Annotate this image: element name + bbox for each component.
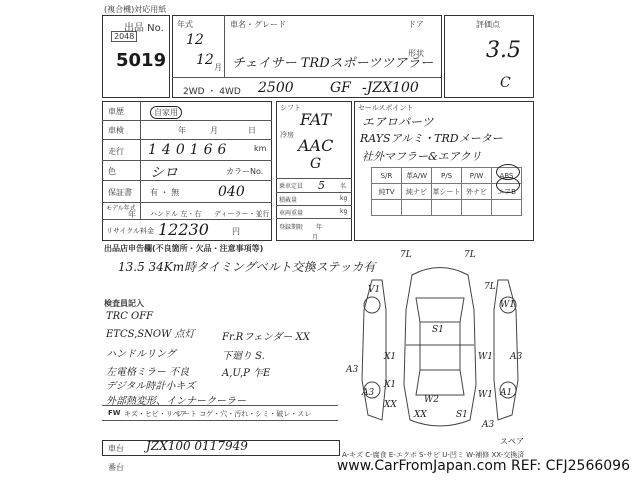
model-year-label: 年 xyxy=(128,210,136,219)
option-cell: P/W xyxy=(462,168,492,184)
engine-label: 番台 xyxy=(108,463,124,472)
load-label: 積載量 xyxy=(279,197,298,204)
inspector-line-5: デジタル時計小キズ xyxy=(106,381,196,392)
option-cell: P/S xyxy=(432,168,462,184)
damage-mark: 7L xyxy=(464,250,476,260)
damage-mark: 7L xyxy=(484,282,496,292)
damage-mark: A3 xyxy=(482,420,495,430)
year-value: 12 xyxy=(186,32,204,48)
lot-label: 出品 No. xyxy=(124,23,164,34)
inspection-label: 車検 xyxy=(108,126,124,135)
recycle-unit: 円 xyxy=(232,227,240,236)
chassis-label: 車台 xyxy=(108,444,124,453)
damage-mark: A3 xyxy=(346,365,359,375)
inspection-year: 年 xyxy=(178,126,186,135)
sales-title: セールスポイント xyxy=(358,104,414,112)
option-cell: 革シート xyxy=(432,184,462,200)
damage-mark: XX xyxy=(384,400,397,410)
damage-legend: A-キズ C-腐食 E-エクボ S-サビ U-凹ミ W-補修 XX-交換済 xyxy=(342,451,525,459)
damage-mark: W1 xyxy=(500,300,515,310)
option-cell xyxy=(432,200,462,216)
option-cell: 外ナビ xyxy=(462,184,492,200)
car-damage-diagram xyxy=(342,250,538,440)
inspector-right-3: A,U,P 乍E xyxy=(222,368,271,379)
damage-mark: A3 xyxy=(510,352,523,362)
weight-label: 車両重量 xyxy=(279,210,304,217)
drive-label: 2WD ・ 4WD xyxy=(183,87,241,97)
inspection-day: 日 xyxy=(248,126,256,135)
door-label: ドア xyxy=(408,20,424,29)
vehicle-name: チェイサー TRDスポーツツアラー xyxy=(232,56,434,71)
recycle-label: リサイクル料金 xyxy=(106,227,155,235)
grade-score: 3.5 xyxy=(486,38,521,63)
option-cell: 純ナビ xyxy=(402,184,432,200)
damage-mark: 7L xyxy=(400,250,412,260)
capacity-value: 5 xyxy=(318,179,325,192)
seat-value: G xyxy=(310,156,322,172)
color-label: 色 xyxy=(108,167,116,176)
shape-label: 形状 xyxy=(408,49,424,58)
notes-text: 13.5 34Km時タイミングベルト交換ステッカ有 xyxy=(118,260,376,274)
damage-mark: X1 xyxy=(384,380,397,390)
damage-mark: S1 xyxy=(432,325,444,335)
option-cell xyxy=(462,200,492,216)
month-label: 月 xyxy=(214,63,222,72)
model-label: モデル年式 xyxy=(106,205,136,212)
model-code: -JZX100 xyxy=(362,80,419,96)
warranty-label: 保証書 xyxy=(108,188,132,197)
notes-title: 出品店申告欄(不良箇所・欠品・注意事項等) xyxy=(104,244,264,253)
spare-label: スペア xyxy=(500,437,524,446)
lot-small-number: 2048 xyxy=(111,31,137,42)
inspector-line-4: 左電格ミラー 不良 xyxy=(106,367,190,378)
displacement: 2500 xyxy=(258,80,294,96)
registration-value: 自家用 xyxy=(150,106,182,119)
damage-mark: XX xyxy=(414,410,427,420)
shift-label: シフト xyxy=(280,104,301,112)
weight-unit: kg xyxy=(340,208,348,215)
period-label: 登録期限 xyxy=(279,224,304,231)
form-top-text: (複合機)対応用紙 xyxy=(104,5,167,14)
ac-label: 冷房 xyxy=(280,131,294,139)
fuel: GF xyxy=(330,80,351,96)
damage-mark: A3 xyxy=(362,388,375,398)
inspector-line-6: 外部熱変形、インナークーラー xyxy=(106,396,246,407)
inspector-line-2: ETCS,SNOW 点灯 xyxy=(106,329,195,340)
damage-mark: V1 xyxy=(368,285,381,295)
seat-condition: シート コゲ・穴・汚れ・シミ・破レ・スレ xyxy=(176,410,312,418)
inspector-line-1: TRC OFF xyxy=(106,311,154,322)
shift-value: FAT xyxy=(300,110,332,129)
interior-grade: C xyxy=(500,75,511,91)
name-label: 車名・グレード xyxy=(230,20,286,29)
ac-value: AAC xyxy=(298,136,334,155)
inspection-month: 月 xyxy=(210,126,218,135)
dealer-label: ディーラー・並行 xyxy=(214,210,270,218)
handle-label: ハンドル 左・右 xyxy=(150,210,202,218)
color-no-label: カラーNo. xyxy=(226,167,264,176)
month-value: 12 xyxy=(196,52,214,68)
damage-mark: W1 xyxy=(478,390,493,400)
option-cell: エアB xyxy=(492,184,522,200)
fw-label: FW xyxy=(108,409,121,417)
option-cell: 純TV xyxy=(372,184,402,200)
grade-label: 評価点 xyxy=(476,20,500,29)
footer-watermark: www.CarFromJapan.com REF: CFJ2566096 xyxy=(336,458,630,474)
inspector-right-1: Fr.Rフェンダー XX xyxy=(222,332,310,343)
damage-mark: S1 xyxy=(456,410,468,420)
airbag-circle xyxy=(496,177,520,193)
inspector-title: 検査員記入 xyxy=(104,299,144,308)
period-year: 年 xyxy=(316,224,323,231)
lot-number: 5019 xyxy=(116,50,167,71)
period-month: 月 xyxy=(312,234,319,241)
option-cell: ABS xyxy=(492,168,522,184)
color-code: 040 xyxy=(218,184,245,200)
mileage-value: 140166 xyxy=(148,142,232,158)
mileage-unit: km xyxy=(254,144,267,153)
damage-mark: W1 xyxy=(478,352,493,362)
load-unit: kg xyxy=(340,195,348,202)
damage-mark: A1 xyxy=(500,388,513,398)
option-cell xyxy=(492,200,522,216)
recycle-amount: 12230 xyxy=(158,220,209,239)
inspector-right-2: 下廻り S. xyxy=(222,351,265,362)
capacity-label: 乗車定員 xyxy=(279,183,304,190)
inspector-line-3: ハンドルリング xyxy=(106,349,176,360)
option-cell xyxy=(372,200,402,216)
option-cell xyxy=(402,200,432,216)
mileage-label: 走行 xyxy=(108,147,124,156)
warranty-options: 有 ・ 無 xyxy=(150,188,180,197)
option-cell: S/R xyxy=(372,168,402,184)
capacity-unit: 名 xyxy=(340,183,347,190)
year-label: 年式 xyxy=(177,20,193,29)
chassis-number: JZX100 0117949 xyxy=(146,439,248,453)
option-cell: 革A/W xyxy=(402,168,432,184)
damage-mark: X1 xyxy=(384,352,397,362)
registration-label: 車歴 xyxy=(108,107,124,116)
sales-line-2: RAYSアルミ・TRDメーター xyxy=(360,132,503,145)
fw-text: キズ・ヒビ・リペア xyxy=(124,410,187,418)
damage-mark: W2 xyxy=(424,395,439,405)
sales-line-3: 社外マフラー&エアクリ xyxy=(362,150,482,163)
sales-line-1: エアロパーツ xyxy=(362,115,434,129)
color-value: シロ xyxy=(150,165,178,181)
